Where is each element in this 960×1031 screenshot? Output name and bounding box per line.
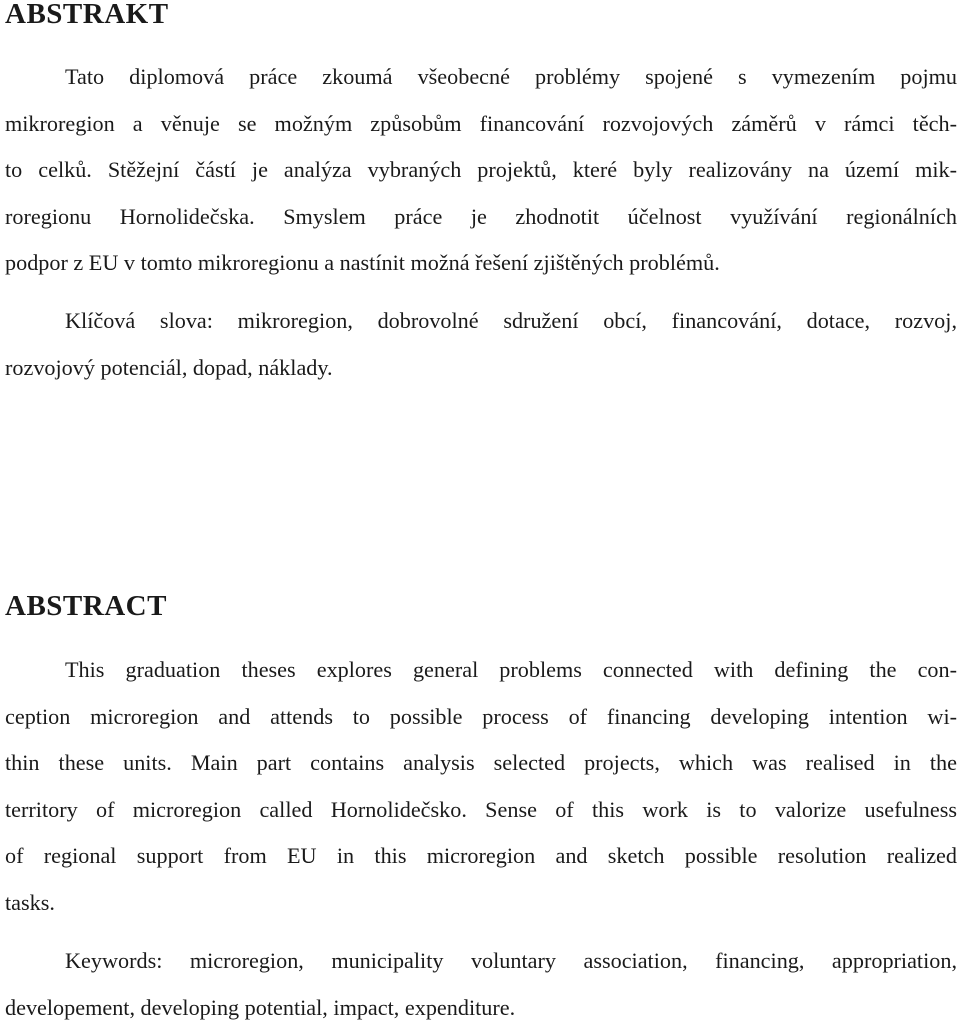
english-keywords-line: developement, developing potential, impact, expenditure. [5,985,957,1031]
english-abstract-line: territory of microregion called Hornolidečsko. Sense of this work is to valorize usefulness [5,787,957,834]
english-abstract-line: thin these units. Main part contains analysis selected projects, which was realised in the [5,740,957,787]
czech-keywords-line: Klíčová slova: mikroregion, dobrovolné sdružení obcí, financování, dotace, rozvoj, [5,298,957,345]
english-abstract-heading: ABSTRACT [5,592,167,621]
czech-abstract-line: to celků. Stěžejní částí je analýza vybraných projektů, které byly realizovány na území mik- [5,147,957,194]
english-abstract-paragraph [5,647,957,926]
czech-abstract-line: podpor z EU v tomto mikroregionu a nastínit možná řešení zjištěných problémů. [5,240,957,287]
english-keywords-paragraph [5,938,957,1031]
czech-keywords-paragraph [5,298,957,391]
english-abstract-line: tasks. [5,880,957,927]
czech-keywords-line: rozvojový potenciál, dopad, náklady. [5,345,957,392]
czech-abstract-paragraph [5,54,957,287]
czech-abstract-heading: ABSTRAKT [5,0,169,29]
czech-abstract-line: mikroregion a věnuje se možným způsobům financování rozvojových záměrů v rámci těch- [5,101,957,148]
english-keywords-line: Keywords: microregion, municipality voluntary association, financing, appropriation, [5,938,957,985]
english-abstract-line: of regional support from EU in this microregion and sketch possible resolution realized [5,833,957,880]
english-abstract-line: This graduation theses explores general problems connected with defining the con- [5,647,957,694]
english-abstract-line: ception microregion and attends to possible process of financing developing intention wi- [5,694,957,741]
czech-abstract-line: roregionu Hornolidečska. Smyslem práce je zhodnotit účelnost využívání regionálních [5,194,957,241]
czech-abstract-line: Tato diplomová práce zkoumá všeobecné problémy spojené s vymezením pojmu [5,54,957,101]
